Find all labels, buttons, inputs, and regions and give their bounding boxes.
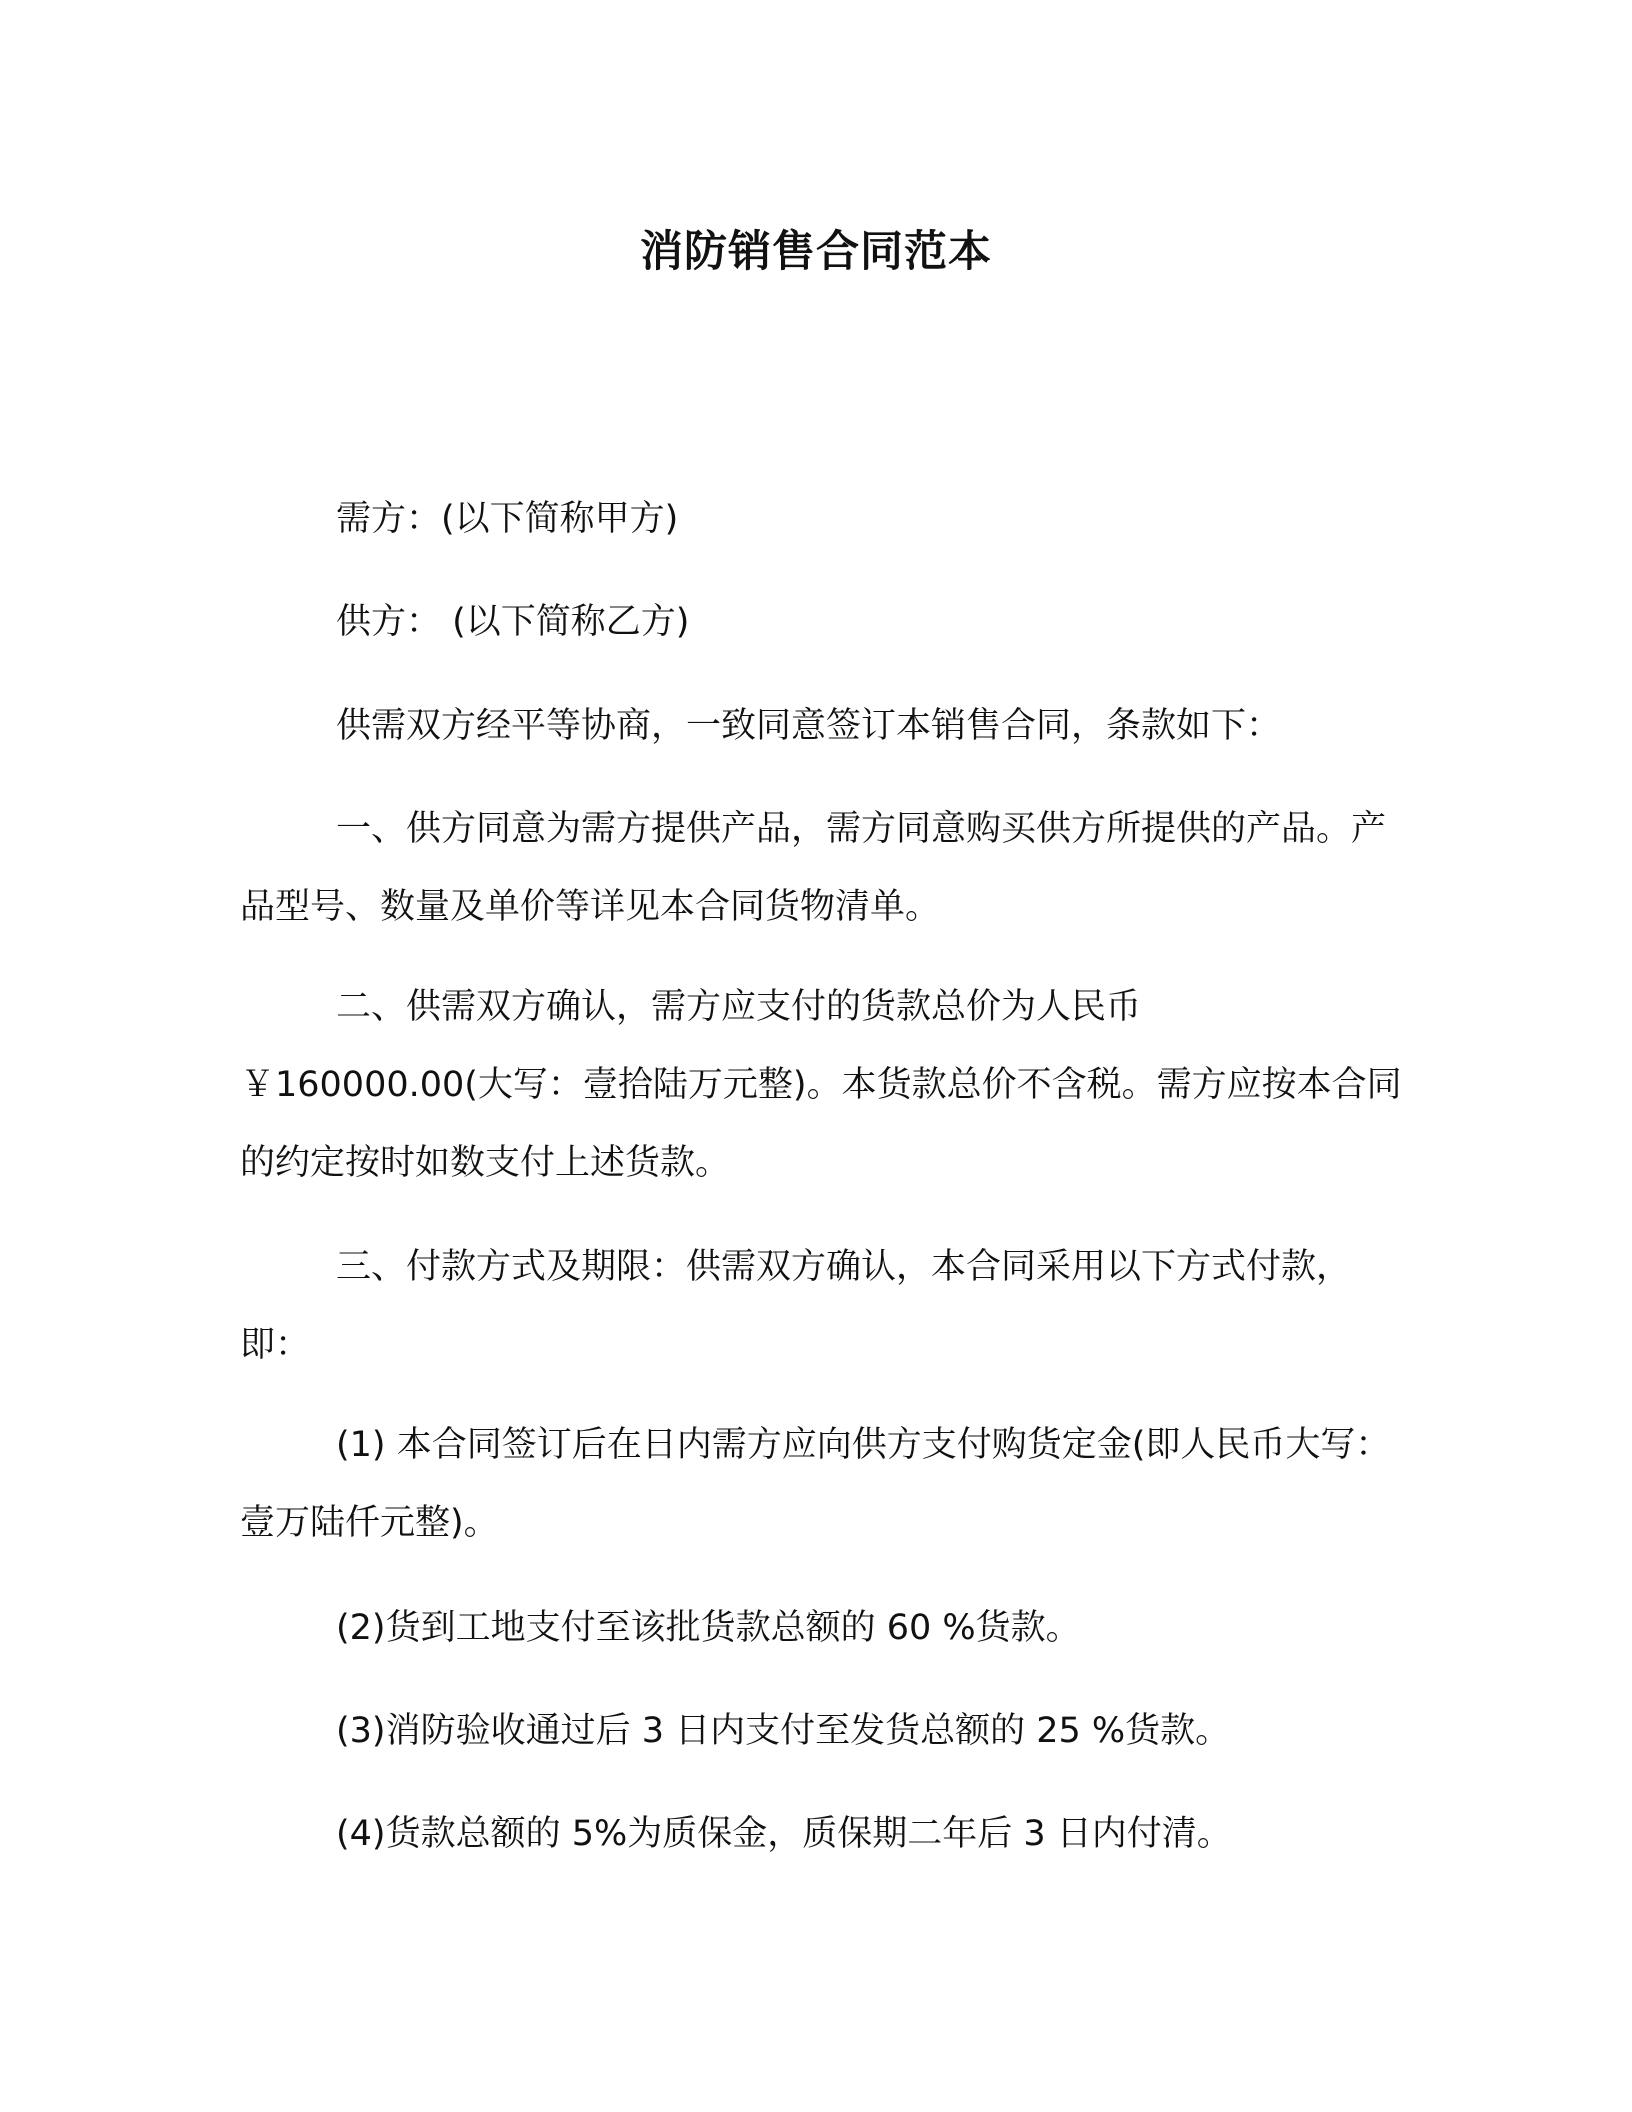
intro-paragraph: 供需双方经平等协商，一致同意签订本销售合同，条款如下： [336,706,1282,746]
payment-item-4: (4)货款总额的 5%为质保金，质保期二年后 3 日内付清。 [336,1814,1232,1854]
payment-item-1: (1) 本合同签订后在日内需方应向供方支付购货定金(即人民币大写：壹万陆仟元整)。 [240,1425,1391,1543]
clause-2: 二、供需双方确认，需方应支付的货款总价为人民币￥160000.00(大写：壹拾陆万元整)。本货款总价不含税。需方应按本合同的约定按时如数支付上述货款。 [240,987,1402,1183]
payment-item-3: (3)消防验收通过后 3 日内支付至发货总额的 25 %货款。 [336,1711,1231,1751]
clause-1: 一、供方同意为需方提供产品，需方同意购买供方所提供的产品。产品型号、数量及单价等详见本合同货物清单。 [240,809,1387,927]
clause-3: 三、付款方式及期限：供需双方确认，本合同采用以下方式付款，即： [240,1247,1352,1365]
party-b-line: 供方： (以下简称乙方) [336,602,690,642]
payment-item-2: (2)货到工地支付至该批货款总额的 60 %货款。 [336,1608,1081,1648]
document-title: 消防销售合同范本 [640,227,992,277]
party-a-line: 需方：(以下简称甲方) [336,499,679,539]
